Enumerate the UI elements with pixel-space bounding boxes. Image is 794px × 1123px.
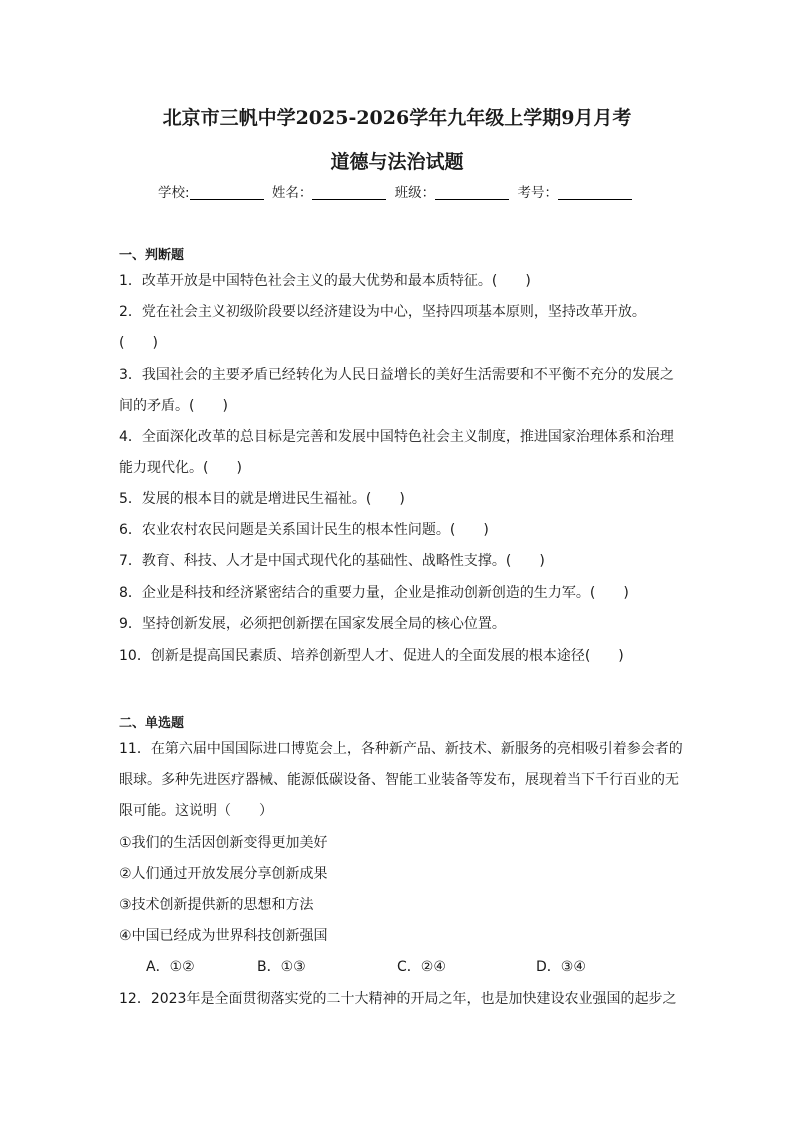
statement-item: ②人们通过开放发展分享创新成果 bbox=[119, 866, 328, 882]
name-label: 姓名： bbox=[271, 185, 313, 201]
question-line: 12．2023年是全面贯彻落实党的二十大精神的开局之年，也是加快建设农业强国的起步之 bbox=[119, 991, 677, 1007]
exam-number-label: 考号： bbox=[517, 185, 558, 201]
question-line: ( ) bbox=[119, 335, 158, 351]
exam-number-blank[interactable] bbox=[558, 185, 632, 200]
student-info-row bbox=[0, 181, 794, 201]
statement-item: ④中国已经成为世界科技创新强国 bbox=[119, 928, 328, 944]
question-line: 间的矛盾。( ) bbox=[119, 398, 228, 414]
school-label: 学校: bbox=[158, 185, 190, 201]
question-line: 4．全面深化改革的总目标是完善和发展中国特色社会主义制度，推进国家治理体系和治理 bbox=[119, 429, 674, 445]
section-heading-single-choice: 二、单选题 bbox=[119, 716, 185, 731]
question-line: 眼球。多种先进医疗器械、能源低碳设备、智能工业装备等发布，展现着当下千行百业的无 bbox=[119, 772, 679, 788]
question-line: 11．在第六届中国国际进口博览会上，各种新产品、新技术、新服务的亮相吸引着参会者的 bbox=[119, 741, 683, 757]
option-c: C．②④ bbox=[397, 959, 446, 975]
question-line: 能力现代化。( ) bbox=[119, 460, 242, 476]
name-blank[interactable] bbox=[312, 185, 386, 200]
option-b: B．①③ bbox=[257, 959, 306, 975]
statement-item: ③技术创新提供新的思想和方法 bbox=[119, 897, 314, 913]
question-line: 9．坚持创新发展，必须把创新摆在国家发展全局的核心位置。 bbox=[119, 616, 506, 632]
question-line: 5．发展的根本目的就是增进民生福祉。( ) bbox=[119, 491, 405, 507]
class-blank[interactable] bbox=[435, 185, 509, 200]
school-blank[interactable] bbox=[190, 185, 264, 200]
exam-subtitle: 道德与法治试题 bbox=[330, 151, 464, 173]
question-line: 3．我国社会的主要矛盾已经转化为人民日益增长的美好生活需要和不平衡不充分的发展之 bbox=[119, 367, 674, 383]
class-label: 班级： bbox=[394, 185, 436, 201]
statement-item: ①我们的生活因创新变得更加美好 bbox=[119, 835, 328, 851]
question-line: 10．创新是提高国民素质、培养创新型人才、促进人的全面发展的根本途径( ) bbox=[119, 648, 624, 664]
exam-title: 北京市三帆中学2025-2026学年九年级上学期9月月考 bbox=[162, 107, 632, 129]
question-line: 8．企业是科技和经济紧密结合的重要力量，企业是推动创新创造的生力军。( ) bbox=[119, 585, 629, 601]
question-line: 1．改革开放是中国特色社会主义的最大优势和最本质特征。( ) bbox=[119, 273, 531, 289]
question-line: 2．党在社会主义初级阶段要以经济建设为中心，坚持四项基本原则，坚持改革开放。 bbox=[119, 304, 646, 320]
question-line: 7．教育、科技、人才是中国式现代化的基础性、战略性支撑。( ) bbox=[119, 553, 545, 569]
question-line: 6．农业农村农民问题是关系国计民生的根本性问题。( ) bbox=[119, 522, 489, 538]
option-d: D．③④ bbox=[536, 959, 586, 975]
option-a: A．①② bbox=[146, 959, 195, 975]
section-heading-judgment: 一、判断题 bbox=[119, 248, 185, 263]
question-line: 限可能。这说明（ ） bbox=[119, 803, 273, 819]
